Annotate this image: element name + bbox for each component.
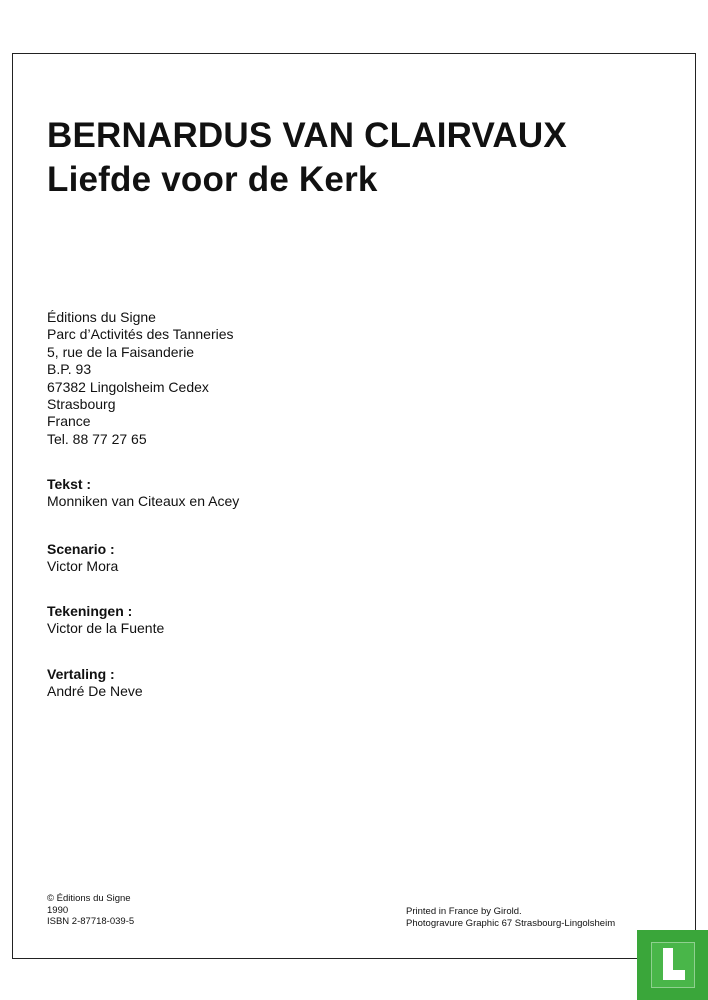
address-line: Parc d’Activités des Tanneries bbox=[47, 326, 234, 343]
logo-inner-square bbox=[651, 942, 695, 988]
printer-line: Printed in France by Girold. bbox=[406, 906, 522, 917]
copyright-line: © Éditions du Signe bbox=[47, 893, 131, 904]
credit-value: André De Neve bbox=[47, 683, 143, 700]
book-title: BERNARDUS VAN CLAIRVAUX bbox=[47, 116, 567, 155]
year-line: 1990 bbox=[47, 904, 69, 916]
credit-drawings bbox=[47, 603, 164, 638]
credit-label: Vertaling : bbox=[47, 666, 115, 682]
address-line: 67382 Lingolsheim Cedex bbox=[47, 378, 209, 395]
isbn-line: ISBN 2-87718-039-5 bbox=[47, 916, 135, 927]
address-line: Strasbourg bbox=[47, 396, 116, 413]
printer-block bbox=[406, 906, 615, 929]
address-line: France bbox=[47, 413, 91, 430]
credit-value: Victor de la Fuente bbox=[47, 620, 165, 637]
credit-label: Tekst : bbox=[47, 476, 92, 492]
address-line: B.P. 93 bbox=[47, 361, 92, 378]
copyright-block bbox=[47, 893, 134, 928]
address-line: 5, rue de la Faisanderie bbox=[47, 343, 195, 360]
address-line: Tel. 88 77 27 65 bbox=[47, 430, 147, 447]
book-subtitle: Liefde voor de Kerk bbox=[47, 160, 378, 199]
credit-text bbox=[47, 476, 239, 511]
logo-letter-foot bbox=[663, 970, 685, 980]
credit-translation bbox=[47, 666, 143, 701]
credit-value: Victor Mora bbox=[47, 558, 119, 575]
credit-value: Monniken van Citeaux en Acey bbox=[47, 493, 240, 510]
publisher-address bbox=[47, 309, 234, 448]
address-line: Éditions du Signe bbox=[47, 309, 156, 325]
credit-label: Tekeningen : bbox=[47, 603, 133, 619]
green-square-L-logo-icon bbox=[637, 930, 708, 1000]
credit-label: Scenario : bbox=[47, 541, 115, 557]
photogravure-line: Photogravure Graphic 67 Strasbourg-Lingolsheim bbox=[406, 917, 616, 929]
credit-scenario bbox=[47, 541, 118, 576]
